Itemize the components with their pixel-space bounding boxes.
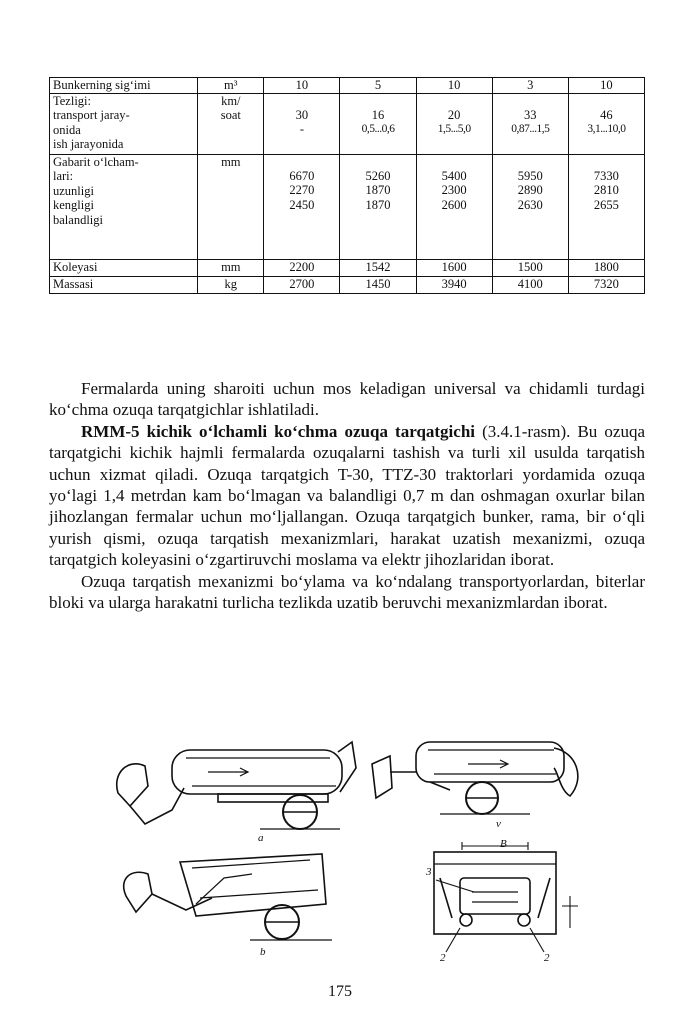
figure-label-a: a <box>258 832 264 844</box>
value-cell: 10 <box>416 78 492 94</box>
value-cell: 33 0,87...1,5 <box>492 93 568 154</box>
drawing-b-side-view <box>124 854 332 940</box>
row-label: Bunkerning sig‘imi <box>50 78 198 94</box>
value-cell: 2700 <box>264 276 340 293</box>
feed-distributor-figure <box>100 728 600 968</box>
value-cell: 3940 <box>416 276 492 293</box>
value-cell: 3 <box>492 78 568 94</box>
detail-label-top: B <box>500 838 507 850</box>
value-cell: 20 1,5...5,0 <box>416 93 492 154</box>
value-cell: 2200 <box>264 259 340 276</box>
paragraph-intro: Fermalarda uning sharoiti uchun mos keladigan universal va chidamli turdagi ko‘chma ozuqa tarqatgichlar ishlatiladi. <box>49 379 645 420</box>
detail-label-bottom-left: 2 <box>440 952 446 964</box>
paragraph-rmm5-text: (3.4.1-rasm). Bu ozuqa tarqatgichi kichik hajmli fermalarda ozuqalarni tashish va turli xil usulda tarqatish uchun xizmat qiladi. Ozuqa tarqatgich T-30, TTZ-30 traktorlari yordamida ozuqa yo‘lagi 1,4 metrdan kam bo‘lmagan va balandligi 0,7 m dan oshmagan oxurlar bilan jihozlangan fermalar uchun mo‘ljallangan. Ozuqa tarqatgich bunker, rama, bir o‘qli yurish qismi, ozuqa tarqatish mexanizmlari, harakat uzatish mexanizmi, ozuqa tarqatgich koleyasini o‘zgartiruvchi moslama va elektr jihozlaridan iborat. <box>49 421 645 570</box>
table-row-track <box>50 259 645 276</box>
table-row-dimensions <box>50 154 645 259</box>
value-cell: 1500 <box>492 259 568 276</box>
value-cell: 16 0,5...0,6 <box>340 93 416 154</box>
drawing-v-side-view <box>372 742 578 814</box>
value-cell: 10 <box>264 78 340 94</box>
value-cell: 1450 <box>340 276 416 293</box>
value-cell: 1542 <box>340 259 416 276</box>
row-unit: mm <box>198 154 264 259</box>
table-body <box>50 78 645 294</box>
row-label: Koleyasi <box>50 259 198 276</box>
row-unit: km/ soat <box>198 93 264 154</box>
row-label: Gabarit o‘lcham- lari: uzunligi kengligi balandligi <box>50 154 198 259</box>
value-cell: 5950 2890 2630 <box>492 154 568 259</box>
paragraph-mechanism: Ozuqa tarqatish mexanizmi bo‘ylama va ko‘ndalang transportyorlardan, biterlar bloki va ularga harakatni turlicha tezlikda uzatib beruvchi mexanizmlardan iborat. <box>49 571 645 613</box>
page-number: 175 <box>328 983 352 1000</box>
value-cell: 5260 1870 1870 <box>340 154 416 259</box>
value-cell: 46 3,1...10,0 <box>568 93 644 154</box>
value-cell: 6670 2270 2450 <box>264 154 340 259</box>
row-label: Massasi <box>50 276 198 293</box>
figure-drawings <box>100 728 600 968</box>
detail-label-left: 3 <box>426 866 432 878</box>
row-label: Tezligi: transport jaray- onida ish jarayonida <box>50 93 198 154</box>
table-row-mass <box>50 276 645 293</box>
row-unit: kg <box>198 276 264 293</box>
figure-label-v: v <box>496 818 501 830</box>
value-cell: 5400 2300 2600 <box>416 154 492 259</box>
table-row-capacity <box>50 78 645 94</box>
value-cell: 1600 <box>416 259 492 276</box>
value-cell: 5 <box>340 78 416 94</box>
row-unit: m³ <box>198 78 264 94</box>
value-cell: 7320 <box>568 276 644 293</box>
drawing-cross-section <box>434 842 578 952</box>
body-text <box>49 378 645 613</box>
row-unit: mm <box>198 259 264 276</box>
paragraph-rmm5-heading: RMM-5 kichik o‘lchamli ko‘chma ozuqa tarqatgichi <box>81 421 476 441</box>
detail-label-bottom-right: 2 <box>544 952 550 964</box>
value-cell: 10 <box>568 78 644 94</box>
specification-table <box>49 77 645 294</box>
value-cell: 1800 <box>568 259 644 276</box>
table-row-speed <box>50 93 645 154</box>
value-cell: 30 - <box>264 93 340 154</box>
value-cell: 4100 <box>492 276 568 293</box>
paragraph-rmm5 <box>49 421 645 571</box>
figure-label-b: b <box>260 946 266 958</box>
drawing-a-side-view <box>117 742 356 829</box>
value-cell: 7330 2810 2655 <box>568 154 644 259</box>
